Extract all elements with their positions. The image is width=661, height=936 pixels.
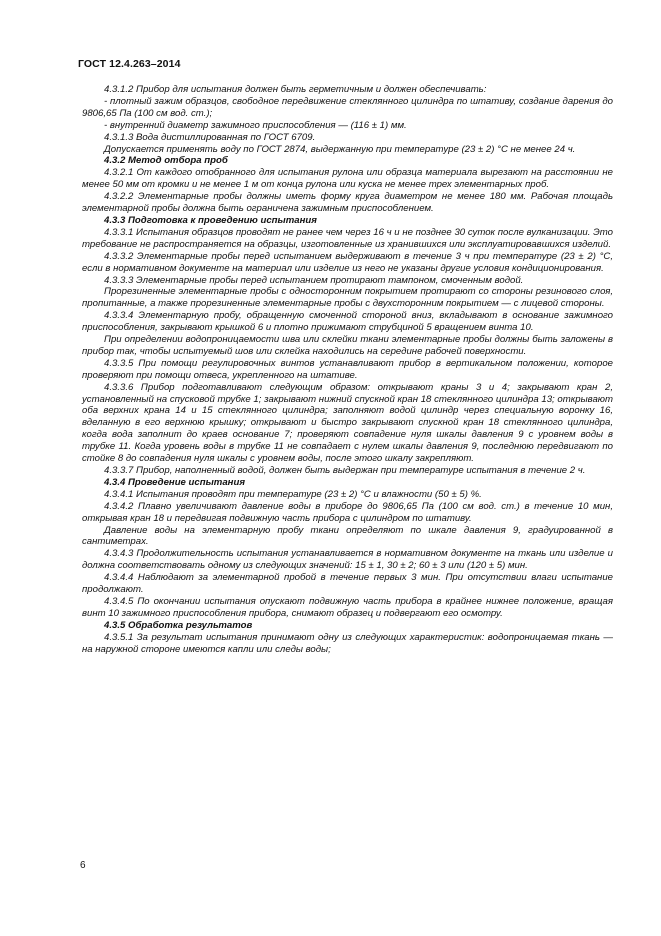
section-heading: 4.3.4 Проведение испытания bbox=[104, 476, 245, 488]
paragraph: 4.3.3.6 Прибор подготавливают следующим образом: открывают краны 3 и 4; закрывают кран 2, установленный на спусковой трубке 1; закрывают нижний спускной кран 18 стеклянного цилиндра 13; открывают оба верхних крана 14 и 15 стеклянного цилиндра; заполняют водой цилиндр через специальную воронку 16, вделанную в его верхнюю крышку; открывают и быстро закрывают спускной кран 18 стеклянного цилиндра, когда вода заполнит до краев основание 7; проверяют совпадение нуля шкалы давления 9 с уровнем воды в трубке 11. Когда уровень воды в трубке 11 не совпадает с нулем шкалы давления 9, последнюю передвигают по стойке 8 до совпадения нуля шкалы с уровнем воды, после этого шкалу закрепляют. bbox=[82, 381, 613, 465]
document-header: ГОСТ 12.4.263–2014 bbox=[78, 58, 181, 70]
paragraph: 4.3.2.2 Элементарные пробы должны иметь форму круга диаметром не менее 180 мм. Рабочая площадь элементарной пробы должна быть ограничена зажимным приспособлением. bbox=[82, 191, 613, 215]
paragraph: 4.3.3.1 Испытания образцов проводят не ранее чем через 16 ч и не позднее 30 суток после вулканизации. Это требование не распространяется на образцы, изготовленные из хранившихся или эксплуатировавшихся изделий. bbox=[82, 226, 613, 250]
section-heading: 4.3.2 Метод отбора проб bbox=[104, 155, 228, 167]
paragraph: 4.3.3.7 Прибор, наполненный водой, должен быть выдержан при температуре испытания в течение 2 ч. bbox=[104, 465, 586, 476]
paragraph: 4.3.2.1 От каждого отобранного для испытания рулона или образца материала вырезают на расстоянии не менее 50 мм от кромки и не менее 1 м от конца рулона или куска не менее трех элементарных проб. bbox=[82, 167, 613, 191]
section-heading: 4.3.5 Обработка результатов bbox=[104, 619, 253, 631]
paragraph: 4.3.4.1 Испытания проводят при температуре (23 ± 2) °С и влажности (50 ± 5) %. bbox=[104, 488, 482, 500]
paragraph: 4.3.4.4 Наблюдают за элементарной пробой в течение первых 3 мин. При отсутствии влаги испытание продолжают. bbox=[82, 572, 613, 596]
paragraph: 4.3.3.4 Элементарную пробу, обращенную смоченной стороной вниз, вкладывают в основание зажимного приспособления, закрывают крышкой 6 и плотно прижимают струбциной 5 вращением винта 10. bbox=[82, 310, 613, 334]
paragraph: 4.3.3.5 При помощи регулировочных винтов устанавливают прибор в вертикальном положении, которое проверяют при помощи отвеса, укрепленного на штативе. bbox=[82, 357, 613, 381]
paragraph: 4.3.4.2 Плавно увеличивают давление воды в приборе до 9806,65 Па (100 см вод. ст.) в течение 10 мин, открывая кран 18 и передвигая подвижную часть прибора с цилиндром по штативу. bbox=[82, 500, 613, 524]
paragraph: 4.3.3.2 Элементарные пробы перед испытанием выдерживают в течение 3 ч при температуре (23 ± 2) °С, если в нормативном документе на материал или изделие из него не указаны другие условия кондиционирования. bbox=[82, 250, 613, 274]
paragraph: 4.3.4.3 Продолжительность испытания устанавливается в нормативном документе на ткань или изделие и должна соответствовать одному из следующих значений: 15 ± 1, 30 ± 2; 60 ± 3 или (120 ± 5) мин. bbox=[82, 548, 613, 572]
paragraph: Давление воды на элементарную пробу ткани определяют по шкале давления 9, градуированной в сантиметрах. bbox=[82, 524, 613, 548]
paragraph: - внутренний диаметр зажимного приспособления — (116 ± 1) мм. bbox=[104, 119, 407, 131]
paragraph: 4.3.1.3 Вода дистиллированная по ГОСТ 6709. bbox=[104, 131, 316, 143]
paragraph: Допускается применять воду по ГОСТ 2874, выдержанную при температуре (23 ± 2) °С не менее 24 ч. bbox=[104, 143, 576, 155]
paragraph: 4.3.5.1 За результат испытания принимают одну из следующих характеристик: водопроницаемая ткань — на наружной стороне имеются капли или следы воды; bbox=[82, 631, 613, 655]
paragraph: - плотный зажим образцов, свободное передвижение стеклянного цилиндра по штативу, создание дарения до 9806,65 Па (100 см вод. ст.); bbox=[82, 95, 613, 119]
document-body bbox=[82, 84, 613, 656]
paragraph: При определении водопроницаемости шва или склейки ткани элементарные пробы должны быть заложены в прибор так, чтобы испытуемый шов или склейка находились на середине рабочей поверхности. bbox=[82, 334, 613, 357]
paragraph: 4.3.4.5 По окончании испытания опускают подвижную часть прибора в крайнее нижнее положение, вращая винт 10 зажимного приспособления прибора, снимают образец и подвергают его осмотру. bbox=[82, 595, 613, 619]
page-number: 6 bbox=[80, 860, 86, 871]
paragraph: 4.3.3.3 Элементарные пробы перед испытанием протирают тампоном, смоченным водой. bbox=[104, 274, 524, 286]
paragraph: Прорезиненные элементарные пробы с односторонним покрытием протирают со стороны резинового слоя, пропитанные, а также прорезиненные элементарные пробы с двухсторонним покрытием — с лицевой стороны. bbox=[82, 286, 613, 310]
paragraph: 4.3.1.2 Прибор для испытания должен быть герметичным и должен обеспечивать: bbox=[104, 84, 487, 95]
section-heading: 4.3.3 Подготовка к проведению испытания bbox=[104, 214, 317, 226]
